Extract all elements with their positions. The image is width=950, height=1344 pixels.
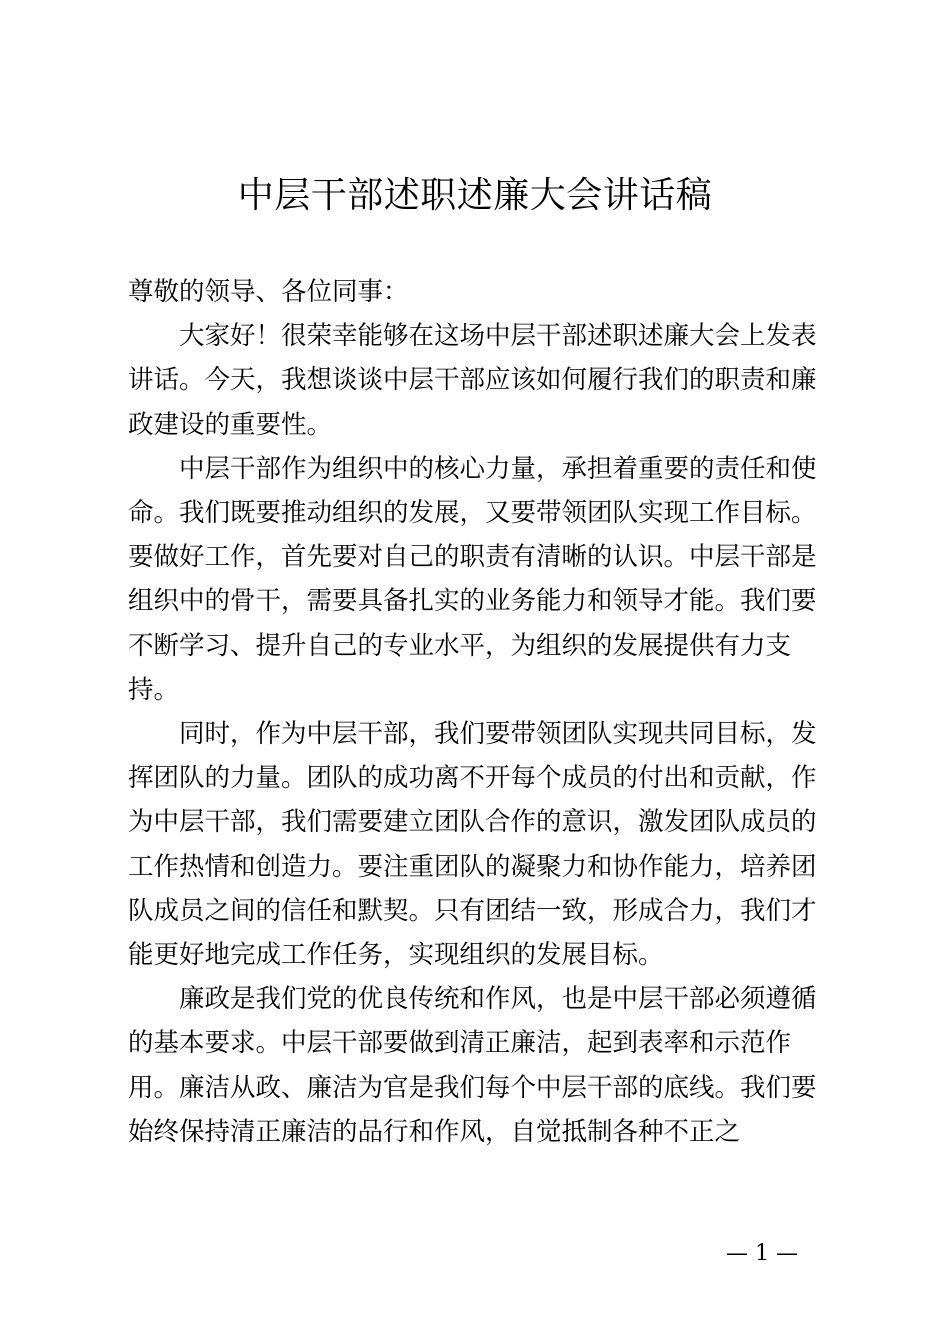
paragraph-line: 挥团队的力量。团队的成功离不开每个成员的付出和贡献，作	[128, 763, 817, 794]
paragraph-line: 同时，作为中层干部，我们要带领团队实现共同目标，发	[179, 719, 817, 750]
paragraph-line: 大家好！很荣幸能够在这场中层干部述职述廉大会上发表	[179, 321, 817, 352]
paragraph-line: 用。廉洁从政、廉洁为官是我们每个中层干部的底线。我们要	[128, 1072, 817, 1103]
paragraph-line: 要做好工作，首先要对自己的职责有清晰的认识。中层干部是	[128, 542, 817, 573]
paragraph-line: 不断学习、提升自己的专业水平，为组织的发展提供有力支	[128, 630, 792, 661]
page-number: — 1 —	[726, 1241, 798, 1266]
paragraph-line: 为中层干部，我们需要建立团队合作的意识，激发团队成员的	[128, 807, 817, 838]
paragraph-line: 政建设的重要性。	[128, 409, 333, 440]
salutation: 尊敬的领导、各位同事：	[128, 277, 409, 307]
paragraph-3	[128, 712, 838, 977]
paragraph-line: 持。	[128, 674, 180, 705]
document-body	[128, 270, 838, 1154]
paragraph-line: 讲话。今天，我想谈谈中层干部应该如何履行我们的职责和廉	[128, 365, 817, 396]
paragraph-line: 廉政是我们党的优良传统和作风，也是中层干部必须遵循	[179, 984, 817, 1015]
paragraph-line: 的基本要求。中层干部要做到清正廉洁，起到表率和示范作	[128, 1028, 792, 1059]
paragraph-line: 能更好地完成工作任务，实现组织的发展目标。	[128, 940, 664, 971]
paragraph-1	[128, 314, 838, 447]
paragraph-4	[128, 977, 838, 1154]
paragraph-line: 工作热情和创造力。要注重团队的凝聚力和协作能力，培养团	[128, 851, 817, 882]
paragraph-2	[128, 447, 838, 712]
paragraph-line: 命。我们既要推动组织的发展，又要带领团队实现工作目标。	[128, 498, 817, 529]
paragraph-line: 始终保持清正廉洁的品行和作风，自觉抵制各种不正之	[128, 1116, 741, 1147]
paragraph-line: 队成员之间的信任和默契。只有团结一致，形成合力，我们才	[128, 895, 817, 926]
paragraph-line: 中层干部作为组织中的核心力量，承担着重要的责任和使	[179, 453, 817, 484]
document-title: 中层干部述职述廉大会讲话稿	[237, 175, 713, 216]
paragraph-line: 组织中的骨干，需要具备扎实的业务能力和领导才能。我们要	[128, 586, 817, 617]
